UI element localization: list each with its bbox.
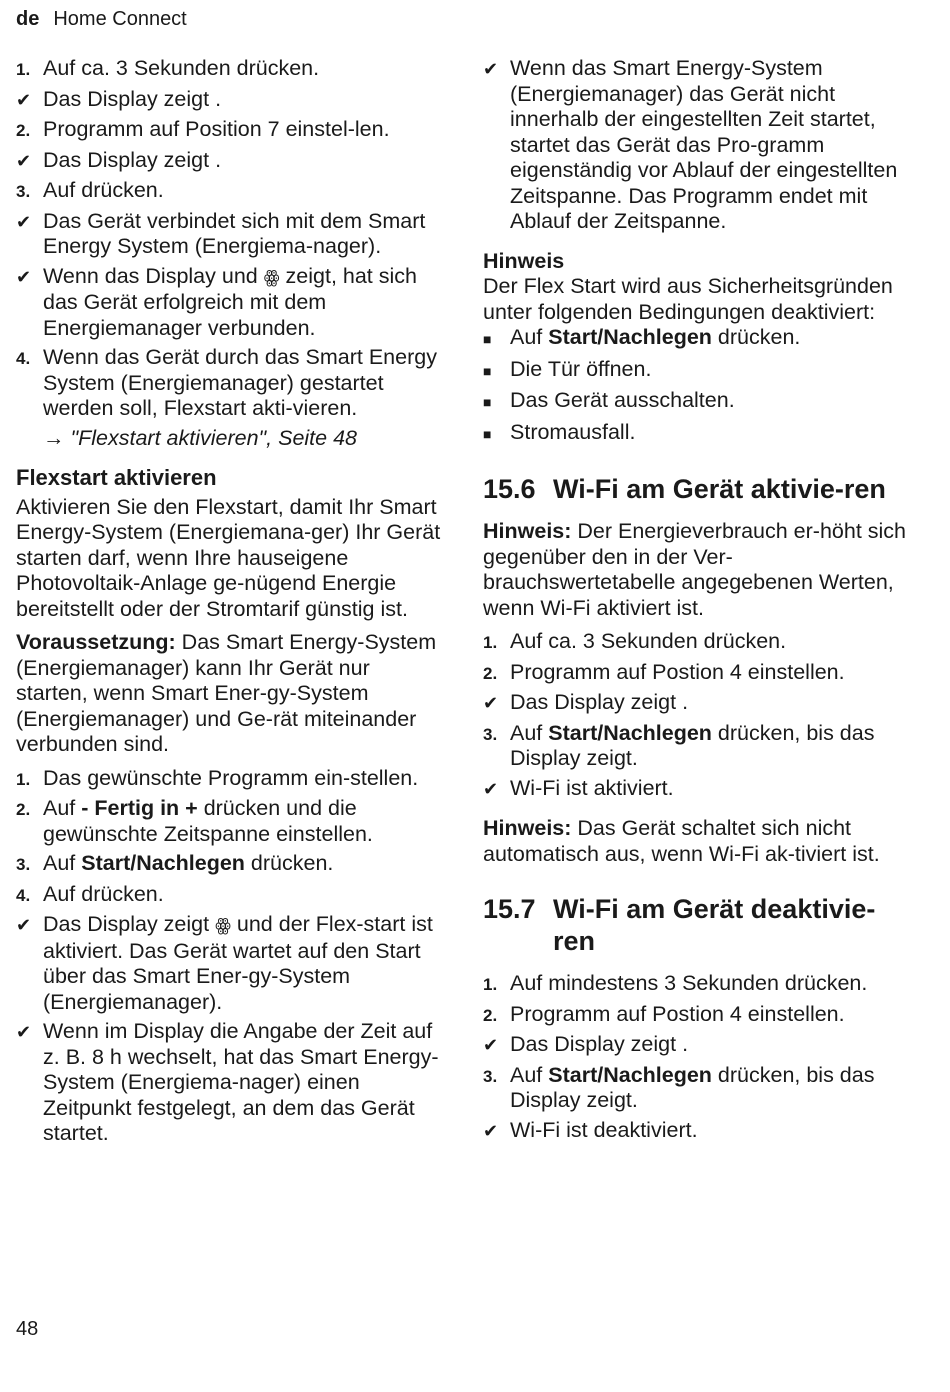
note-paragraph	[483, 519, 908, 621]
step-text: Wenn das Display und	[43, 263, 258, 288]
list-item	[16, 796, 441, 847]
list-item	[16, 87, 441, 114]
cross-reference-link[interactable]: → "Flexstart aktivieren", Seite 48	[43, 425, 357, 450]
list-item	[16, 264, 441, 342]
list-item	[483, 971, 908, 998]
section-subheading: Flexstart aktivieren	[16, 465, 217, 490]
list-item	[16, 882, 441, 909]
step-text: drücken.	[244, 851, 334, 875]
note-label: Hinweis:	[483, 816, 572, 840]
note-paragraph	[483, 816, 908, 867]
section-heading-15-7	[483, 893, 908, 957]
bullet-text: Die Tür öffnen.	[510, 356, 652, 381]
step-text: Auf	[43, 851, 82, 875]
step-text: Das Display zeigt .	[43, 147, 222, 172]
bullet-item	[483, 357, 908, 385]
note-text: Das Gerät schaltet sich nicht automatisch aus, wenn Wi-Fi ak-tiviert ist.	[483, 816, 880, 866]
step-text: Das gewünschte Programm ein-stellen.	[43, 765, 419, 790]
step-number: 1.	[16, 60, 31, 79]
bullet-square-icon: ■	[483, 394, 492, 410]
prerequisite-label: Voraussetzung:	[16, 630, 176, 654]
step-text: Auf mindestens 3 Sekunden drücken.	[510, 971, 868, 995]
list-item	[483, 1118, 908, 1145]
list-item	[483, 1002, 908, 1029]
header-section: Home Connect	[53, 8, 187, 30]
list-item	[16, 912, 441, 1015]
step-text: Programm auf Position 7 einstel-len.	[43, 117, 390, 141]
list-item	[16, 148, 441, 175]
step-number: 2.	[483, 1005, 498, 1025]
list-item	[483, 690, 908, 717]
step-text: Auf drücken.	[43, 178, 164, 202]
bullet-item	[483, 325, 908, 353]
step-text: Auf	[510, 1062, 549, 1087]
list-item	[483, 629, 908, 656]
section-heading-15-6	[483, 473, 908, 505]
button-name: Start/Nachlegen	[548, 1062, 712, 1087]
step-text: Das Display zeigt .	[43, 86, 222, 111]
step-text: Wi-Fi ist deaktiviert.	[510, 1117, 698, 1142]
list-item	[483, 660, 908, 687]
step-text: Auf	[510, 720, 549, 745]
list-item	[483, 776, 908, 803]
step-text: Das Display zeigt .	[510, 690, 689, 714]
button-name: Start/Nachlegen	[548, 720, 712, 745]
list-item	[483, 1032, 908, 1059]
step-text: Das Gerät verbindet sich mit dem Smart Energy System (Energiema-nager).	[43, 208, 426, 258]
step-text: Programm auf Postion 4 einstellen.	[510, 659, 845, 684]
check-icon: ✔	[483, 693, 499, 713]
step-text: drücken, bis das Display zeigt.	[510, 1062, 875, 1112]
step-text: Das Display zeigt	[43, 912, 210, 936]
check-icon: ✔	[483, 1035, 499, 1055]
bullet-text: Auf	[510, 325, 549, 349]
check-icon: ✔	[16, 150, 32, 171]
list-item	[483, 56, 908, 235]
intro-paragraph: Aktivieren Sie den Flexstart, damit Ihr Smart Energy-System (Energiemana-ger) Ihr Gerät starten darf, wenn Ihre hauseigene Photovoltaik-Anlage ge-nügend Energie bereitstellt oder der Stromtarif günstig ist.	[16, 494, 441, 621]
check-icon: ✔	[16, 915, 32, 935]
step-number: 2.	[483, 663, 498, 683]
prerequisite-paragraph	[16, 630, 441, 758]
bullet-square-icon: ■	[483, 331, 492, 347]
section-number: 15.6	[483, 474, 536, 504]
note-label: Hinweis:	[483, 519, 572, 543]
check-icon: ✔	[483, 59, 499, 79]
button-name: Start/Nachlegen	[81, 851, 245, 875]
page-number: 48	[16, 1318, 39, 1340]
bullet-text: Stromausfall.	[510, 419, 636, 444]
step-text: Auf	[43, 796, 82, 820]
bullet-item	[483, 420, 908, 448]
step-text: Das Display zeigt .	[510, 1032, 689, 1056]
step-text: Wenn das Gerät durch das Smart Energy System (Energiemanager) gestartet werden soll, Flexstart akti-vieren.	[43, 345, 437, 420]
energy-manager-icon: ꙮ	[263, 266, 280, 287]
list-item	[16, 766, 441, 793]
step-text: Auf ca. 3 Sekunden drücken.	[510, 629, 787, 653]
step-text: drücken und die gewünschte Zeitspanne einstellen.	[43, 796, 373, 846]
section-title: Wi-Fi am Gerät deaktivie-ren	[553, 894, 876, 956]
note-text: Der Flex Start wird aus Sicherheitsgründen unter folgenden Bedingungen deaktiviert:	[483, 274, 893, 324]
list-item	[16, 117, 441, 144]
step-number: 4.	[16, 885, 31, 905]
step-number: 3.	[16, 182, 31, 201]
list-item	[483, 721, 908, 772]
step-text: Wi-Fi ist aktiviert.	[510, 775, 674, 800]
step-number: 1.	[483, 633, 498, 652]
step-number: 4.	[16, 349, 31, 368]
language-code: de	[16, 8, 40, 30]
list-item	[483, 1063, 908, 1114]
check-icon: ✔	[483, 778, 499, 799]
button-name: - Fertig in +	[81, 796, 198, 820]
step-text: Auf drücken.	[43, 881, 164, 906]
bullet-text: drücken.	[711, 325, 801, 349]
step-number: 2.	[16, 800, 31, 819]
section-title: Wi-Fi am Gerät aktivie-ren	[553, 474, 886, 504]
check-icon: ✔	[16, 1022, 32, 1042]
step-text: drücken, bis das Display zeigt.	[510, 720, 875, 770]
list-item	[16, 56, 441, 83]
page-header	[16, 8, 187, 31]
bullet-text: Das Gerät ausschalten.	[510, 388, 735, 412]
right-column	[483, 56, 908, 1148]
list-item	[16, 1019, 441, 1147]
step-text: Wenn im Display die Angabe der Zeit auf z. B. 8 h wechselt, hat das Smart Energy-System (Energiema-nager) einen Zeitpunkt festgelegt, an dem das Gerät startet.	[43, 1019, 439, 1145]
check-icon: ✔	[483, 1120, 499, 1141]
check-icon: ✔	[16, 89, 32, 110]
note-heading: Hinweis	[483, 248, 565, 273]
energy-manager-icon: ꙮ	[215, 915, 231, 935]
check-icon: ✔	[16, 266, 32, 287]
prerequisite-text: Das Smart Energy-System (Energiemanager) kann Ihr Gerät nur starten, wenn Smart Ener-gy-System (Energiemanager) und Ge-rät miteinander verbunden sind.	[16, 630, 437, 756]
step-number: 3.	[16, 855, 31, 874]
step-text: zeigt, hat sich das Gerät erfolgreich mit dem Energiemanager verbunden.	[43, 263, 417, 340]
step-text: Auf ca. 3 Sekunden drücken.	[43, 56, 320, 80]
step-number: 1.	[483, 975, 498, 994]
step-text: Wenn das Smart Energy-System (Energiemanager) das Gerät nicht innerhalb der eingestellten Zeit startet, startet das Gerät das Pro-gramm eigenständig vor Ablauf der eingestellten Zeitspanne. Das Programm endet mit Ablauf der Zeitspanne.	[510, 56, 898, 233]
check-icon: ✔	[16, 211, 32, 232]
list-item	[16, 178, 441, 205]
step-number: 2.	[16, 121, 31, 140]
step-text: Programm auf Postion 4 einstellen.	[510, 1001, 845, 1026]
step-number: 1.	[16, 769, 31, 789]
bullet-item	[483, 388, 908, 416]
step-text: und der Flex-start ist aktiviert. Das Gerät wartet auf den Start über das Smart Ener-gy-System (Energiemanager).	[43, 912, 433, 1014]
step-number: 3.	[483, 1066, 498, 1086]
step-number: 3.	[483, 724, 498, 744]
bullet-square-icon: ■	[483, 362, 492, 379]
list-item	[16, 851, 441, 878]
bullet-square-icon: ■	[483, 425, 492, 442]
section-number: 15.7	[483, 894, 536, 924]
step-list	[16, 56, 441, 260]
button-name: Start/Nachlegen	[548, 325, 712, 349]
left-column	[16, 56, 441, 1151]
note-text: Der Energieverbrauch er-höht sich gegenüber den in der Ver-brauchswertetabelle angegebenen Werten, wenn Wi-Fi aktiviert ist.	[483, 519, 907, 620]
list-item	[16, 345, 441, 422]
list-item	[16, 209, 441, 260]
